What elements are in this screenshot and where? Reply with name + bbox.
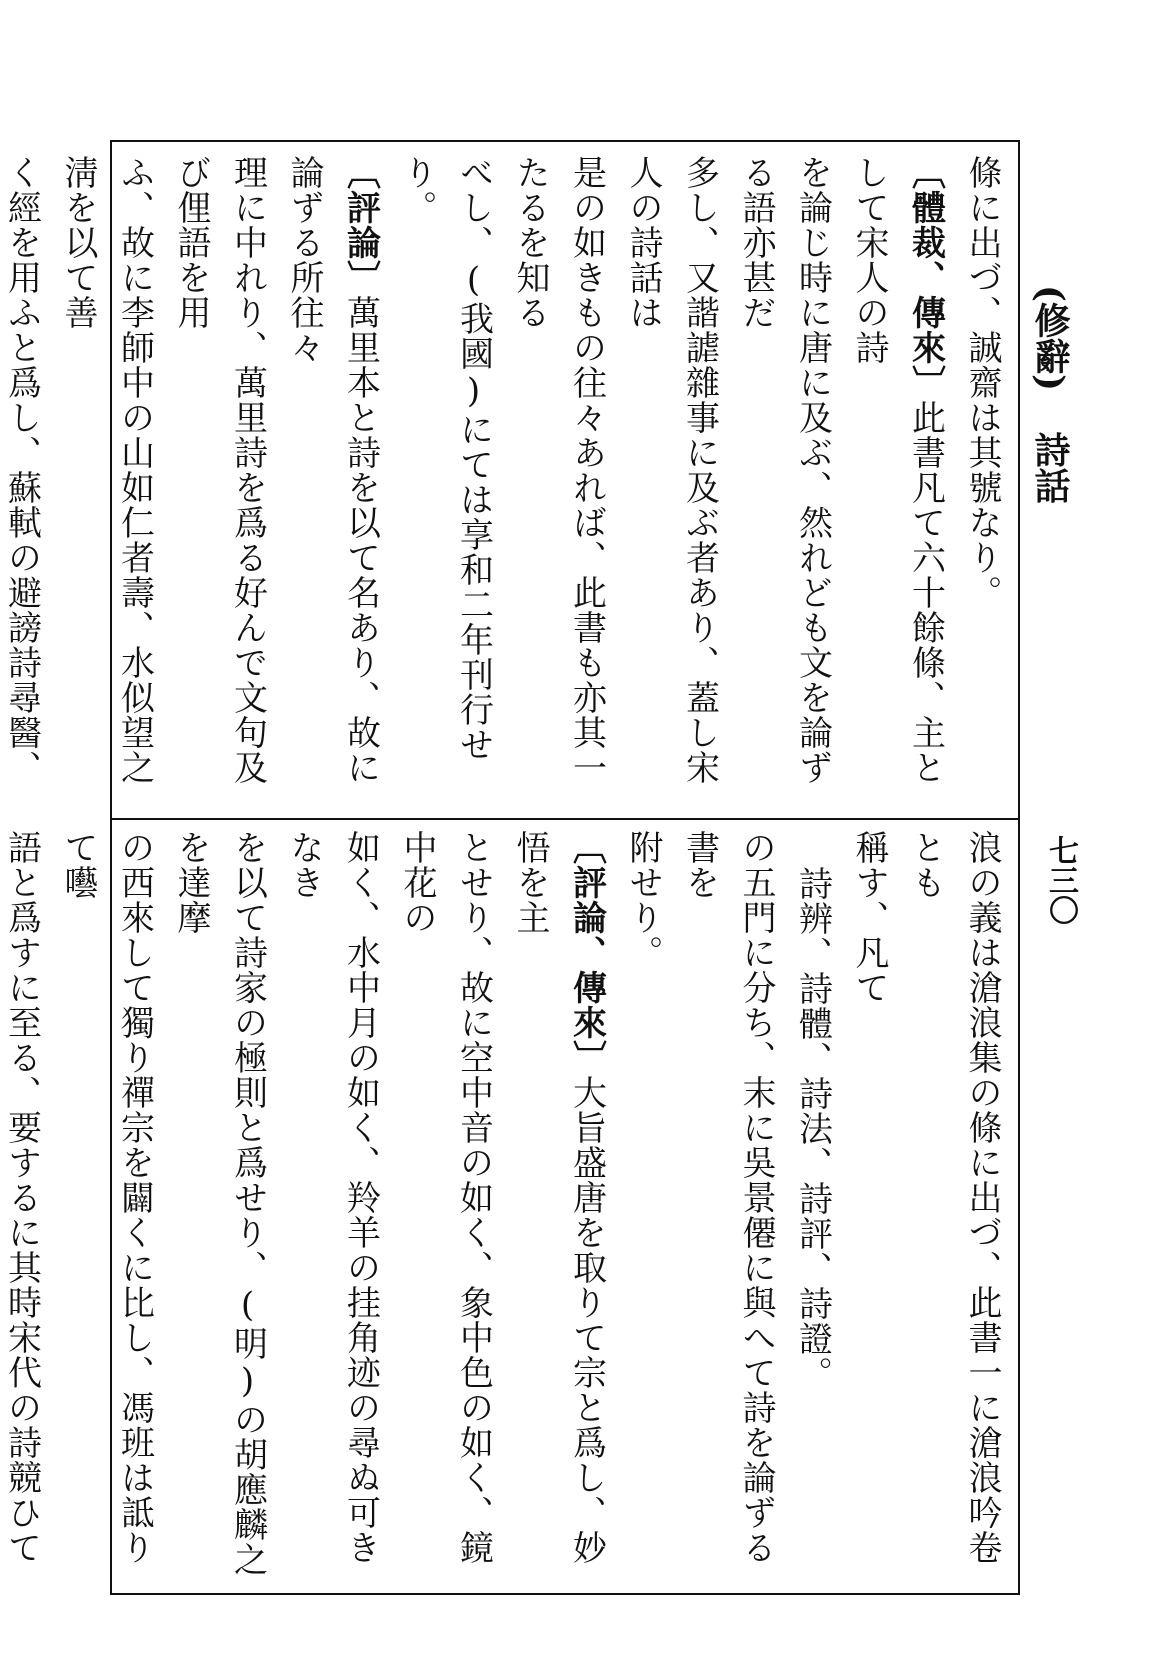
text-line: の五門に分ち、末に吳景僊に與へて詩を論ずる書を xyxy=(679,830,776,1565)
text-line: 〔評論〕萬里本と詩を以て名あり、故に論ずる所往々 xyxy=(284,155,381,785)
text-line: ふ、故に李師中の山如仁者壽、水似望之淸を以て善 xyxy=(58,155,155,785)
text-line: を論じ時に唐に及ぶ、然れども文を論ずる語亦甚だ xyxy=(736,155,833,785)
text-line-indented: 詩辨、詩體、詩法、詩評、詩證。 xyxy=(792,866,833,1391)
heading-tag: 〔評論〕 xyxy=(340,155,381,295)
text-line: 〔體裁、傳來〕此書凡て六十餘條、主として宋人の詩 xyxy=(849,155,946,785)
text-line: 〔評論、傳來〕大旨盛唐を取りて宗と爲し、妙悟を主 xyxy=(510,830,607,1565)
text-line: 多し、又諧謔雜事に及ぶ者あり、蓋し宋人の詩話は xyxy=(623,155,720,785)
chapter-label: (修辭) xyxy=(1029,285,1071,392)
text-line: 條に出づ、誠齋は其號なり。 xyxy=(962,155,1002,610)
text-line: く經を用ふと爲し、蘇軾の避謗詩尋醫、 xyxy=(1,155,42,785)
section-label: 詩話 xyxy=(1029,431,1071,504)
text-line: の西來して獨り禪宗を闢くに比し、馮班は詆りて囈 xyxy=(58,830,155,1565)
text-line: とせり、故に空中音の如く、象中色の如く、鏡中花の xyxy=(397,830,494,1565)
text-line: 理に中れり、萬里詩を爲る好んで文句及び俚語を用 xyxy=(171,155,268,785)
text-line: 如く、水中月の如く、羚羊の挂角迹の尋ぬ可きなき xyxy=(284,830,381,1565)
heading-tag: 〔評論、傳來〕 xyxy=(566,830,607,1075)
running-header xyxy=(1028,285,1076,805)
text-line: 附せり。 xyxy=(623,830,663,970)
section-divider xyxy=(110,818,1020,820)
text-line: 語と爲すに至る、要するに其時宋代の詩競ひて xyxy=(1,830,42,1565)
text-line: を以て詩家の極則と爲せり、(明)の胡應麟之を達摩 xyxy=(171,830,268,1577)
upper-text-block xyxy=(1,155,1010,805)
text-line: 浪の義は滄浪集の條に出づ、此書一に滄浪吟卷とも xyxy=(905,830,1002,1565)
heading-tag: 〔體裁、傳來〕 xyxy=(905,155,946,400)
text-line: べし、(我國)にては享和二年刊行せり。 xyxy=(397,155,494,762)
text-line: 稱す、凡て xyxy=(849,830,889,1005)
lower-text-block xyxy=(1,830,1010,1590)
page-number: 七三〇 xyxy=(1043,835,1078,925)
text-line: 是の如きもの往々あれば、此書も亦其一たるを知る xyxy=(510,155,607,785)
